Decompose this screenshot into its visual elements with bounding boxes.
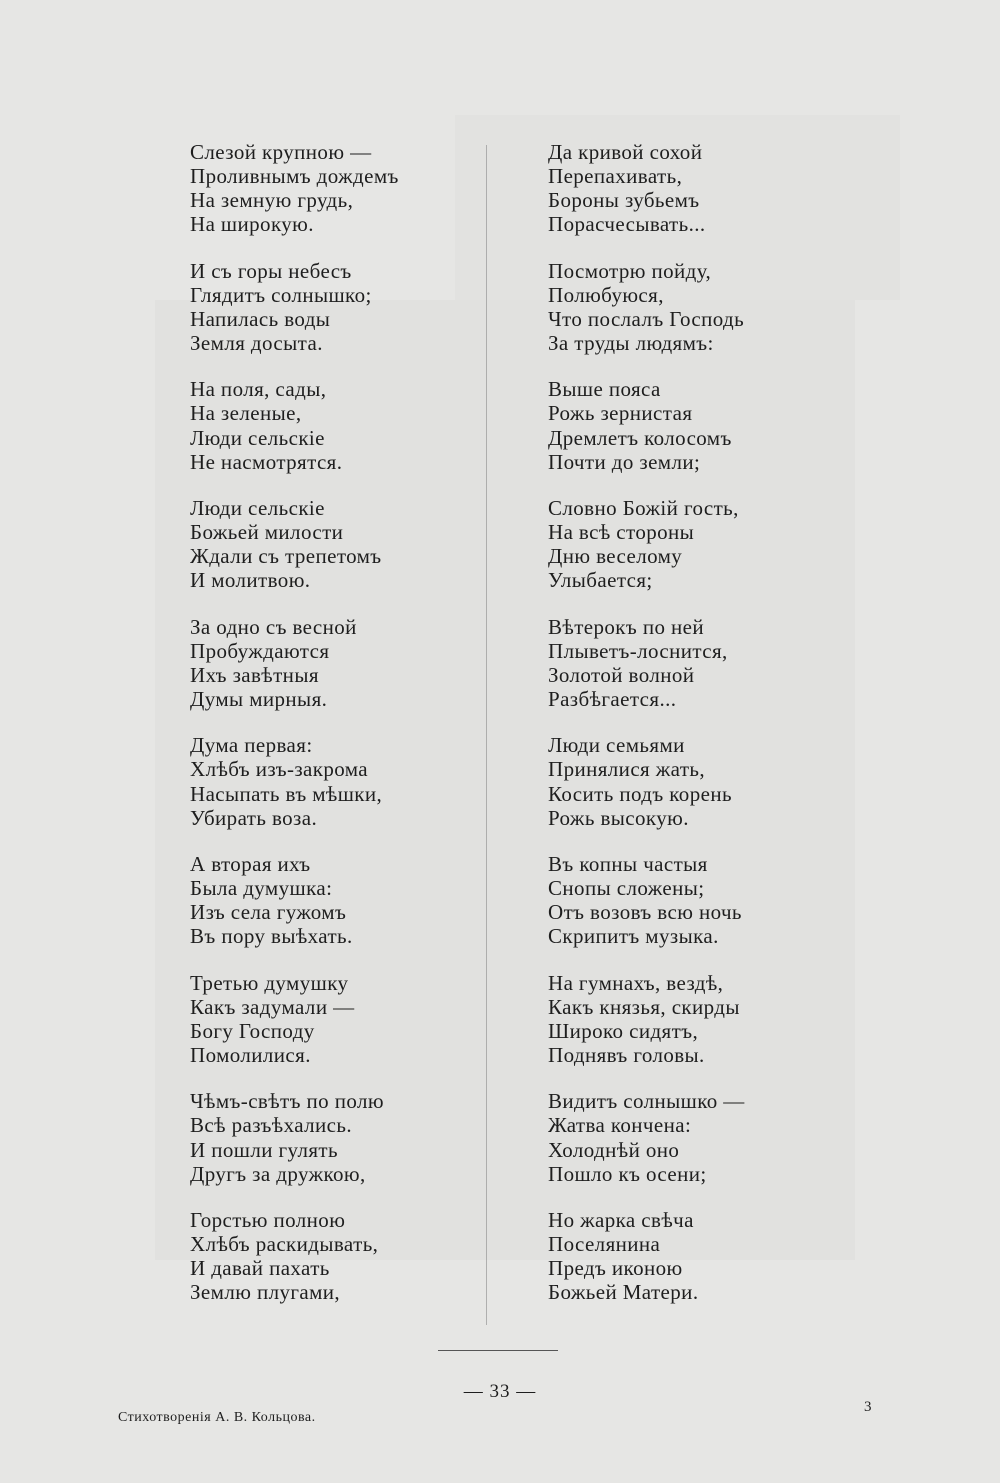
stanza (190, 1208, 470, 1304)
verse-line: Почти до земли; (548, 449, 701, 474)
verse-line: Рожь высокую. (548, 805, 689, 830)
verse-line: Принялися жать, (548, 757, 706, 782)
footer-title: Стихотворенія А. В. Кольцова. (118, 1410, 316, 1425)
stanza (548, 1089, 848, 1185)
verse-line: Пошло къ осени; (548, 1161, 707, 1186)
verse-line: Помолилися. (190, 1042, 311, 1067)
verse-line: Холоднѣй оно (548, 1137, 680, 1162)
verse-line: Пробуждаются (190, 638, 330, 663)
verse-line: И съ горы небесъ (190, 258, 352, 283)
verse-line: За труды людямъ: (548, 330, 714, 355)
verse-line: Поселянина (548, 1232, 661, 1257)
verse-line: Въ копны частыя (548, 852, 708, 877)
verse-line: Землю плугами, (190, 1280, 341, 1305)
verse-line: Но жарка свѣча (548, 1208, 694, 1233)
verse-line: Рожь зернистая (548, 401, 693, 426)
stanza (548, 1208, 848, 1304)
verse-line: Порасчесывать... (548, 212, 706, 237)
verse-line: Дремлетъ колосомъ (548, 425, 732, 450)
verse-line: На всѣ стороны (548, 520, 695, 545)
verse-line: Изъ села гужомъ (190, 900, 347, 925)
verse-line: Какъ князья, скирды (548, 994, 740, 1019)
page-number: — 33 — (463, 1381, 537, 1402)
verse-line: Снопы сложены; (548, 876, 705, 901)
stanza (548, 615, 848, 711)
verse-line: Люди сельскіе (190, 425, 325, 450)
stanza (190, 733, 470, 829)
verse-line: Вѣтерокъ по ней (548, 614, 705, 639)
verse-line: Дума первая: (190, 733, 313, 758)
stanza (190, 615, 470, 711)
verse-line: Земля досыта. (190, 330, 323, 355)
verse-line: Жатва кончена: (548, 1113, 692, 1138)
verse-line: Богу Господу (190, 1018, 315, 1043)
verse-line: Улыбается; (548, 568, 653, 593)
verse-line: Горстью полною (190, 1208, 346, 1233)
verse-line: Скрипитъ музыка. (548, 924, 719, 949)
verse-line: За одно съ весной (190, 614, 357, 639)
stanza (548, 377, 848, 473)
verse-line: Убирать воза. (190, 805, 318, 830)
stanza (190, 496, 470, 592)
verse-line: Въ пору выѣхать. (190, 924, 353, 949)
stanza (190, 140, 470, 236)
verse-line: И молитвою. (190, 568, 311, 593)
verse-line: Да кривой сохой (548, 140, 703, 164)
verse-line: Перепахивать, (548, 164, 683, 189)
verse-line: Выше пояса (548, 377, 661, 402)
verse-line: Чѣмъ-свѣтъ по полю (190, 1089, 384, 1114)
verse-line: Какъ задумали — (190, 994, 355, 1019)
poem-left-column (190, 140, 470, 1327)
verse-line: Видитъ солнышко — (548, 1089, 745, 1114)
verse-line: И пошли гулять (190, 1137, 338, 1162)
verse-line: На широкую. (190, 212, 314, 237)
verse-line: Дню веселому (548, 544, 683, 569)
verse-line: Косить подъ корень (548, 781, 732, 806)
stanza (548, 496, 848, 592)
verse-line: Золотой волной (548, 662, 695, 687)
verse-line: Проливнымъ дождемъ (190, 164, 399, 189)
verse-line: Поднявъ головы. (548, 1042, 705, 1067)
stanza (190, 259, 470, 355)
verse-line: А вторая ихъ (190, 852, 311, 877)
stanza (548, 140, 848, 236)
verse-line: Разбѣгается... (548, 686, 677, 711)
verse-line: Ихъ завѣтныя (190, 662, 319, 687)
verse-line: Насыпать въ мѣшки, (190, 781, 383, 806)
verse-line: И давай пахать (190, 1256, 330, 1281)
verse-line: Хлѣбъ изъ-закрома (190, 757, 369, 782)
verse-line: Плыветъ-лоснится, (548, 638, 728, 663)
verse-line: Словно Божій гость, (548, 496, 739, 521)
verse-line: Божьей милости (190, 520, 344, 545)
verse-line: На земную грудь, (190, 188, 354, 213)
verse-line: Люди семьями (548, 733, 685, 758)
verse-line: На поля, сады, (190, 377, 327, 402)
stanza (548, 852, 848, 948)
poem-right-column (548, 140, 848, 1327)
verse-line: Думы мирныя. (190, 686, 328, 711)
verse-line: На гумнахъ, вездѣ, (548, 970, 724, 995)
verse-line: Люди сельскіе (190, 496, 325, 521)
stanza (190, 377, 470, 473)
verse-line: Слезой крупною — (190, 140, 372, 164)
verse-line: Широко сидятъ, (548, 1018, 699, 1043)
verse-line: На зеленые, (190, 401, 302, 426)
verse-line: Ждали съ трепетомъ (190, 544, 382, 569)
verse-line: Посмотрю пойду, (548, 258, 712, 283)
verse-line: Хлѣбъ раскидывать, (190, 1232, 379, 1257)
verse-line: Напилась воды (190, 306, 331, 331)
stanza (190, 1089, 470, 1185)
column-divider (486, 145, 487, 1325)
verse-line: Полюбуюся, (548, 282, 664, 307)
verse-line: Всѣ разъѣхались. (190, 1113, 352, 1138)
verse-line: Божьей Матери. (548, 1280, 699, 1305)
verse-line: Предъ иконою (548, 1256, 683, 1281)
verse-line: Отъ возовъ всю ночь (548, 900, 742, 925)
page-number-rule (438, 1350, 558, 1351)
stanza (190, 971, 470, 1067)
stanza (548, 259, 848, 355)
verse-line: Была думушка: (190, 876, 333, 901)
verse-line: Глядитъ солнышко; (190, 282, 372, 307)
verse-line: Третью думушку (190, 970, 349, 995)
verse-line: Что послалъ Господь (548, 306, 745, 331)
stanza (190, 852, 470, 948)
signature-mark: 3 (864, 1399, 872, 1415)
verse-line: Не насмотрятся. (190, 449, 343, 474)
stanza (548, 971, 848, 1067)
verse-line: Другъ за дружкою, (190, 1161, 366, 1186)
stanza (548, 733, 848, 829)
verse-line: Бороны зубьемъ (548, 188, 700, 213)
